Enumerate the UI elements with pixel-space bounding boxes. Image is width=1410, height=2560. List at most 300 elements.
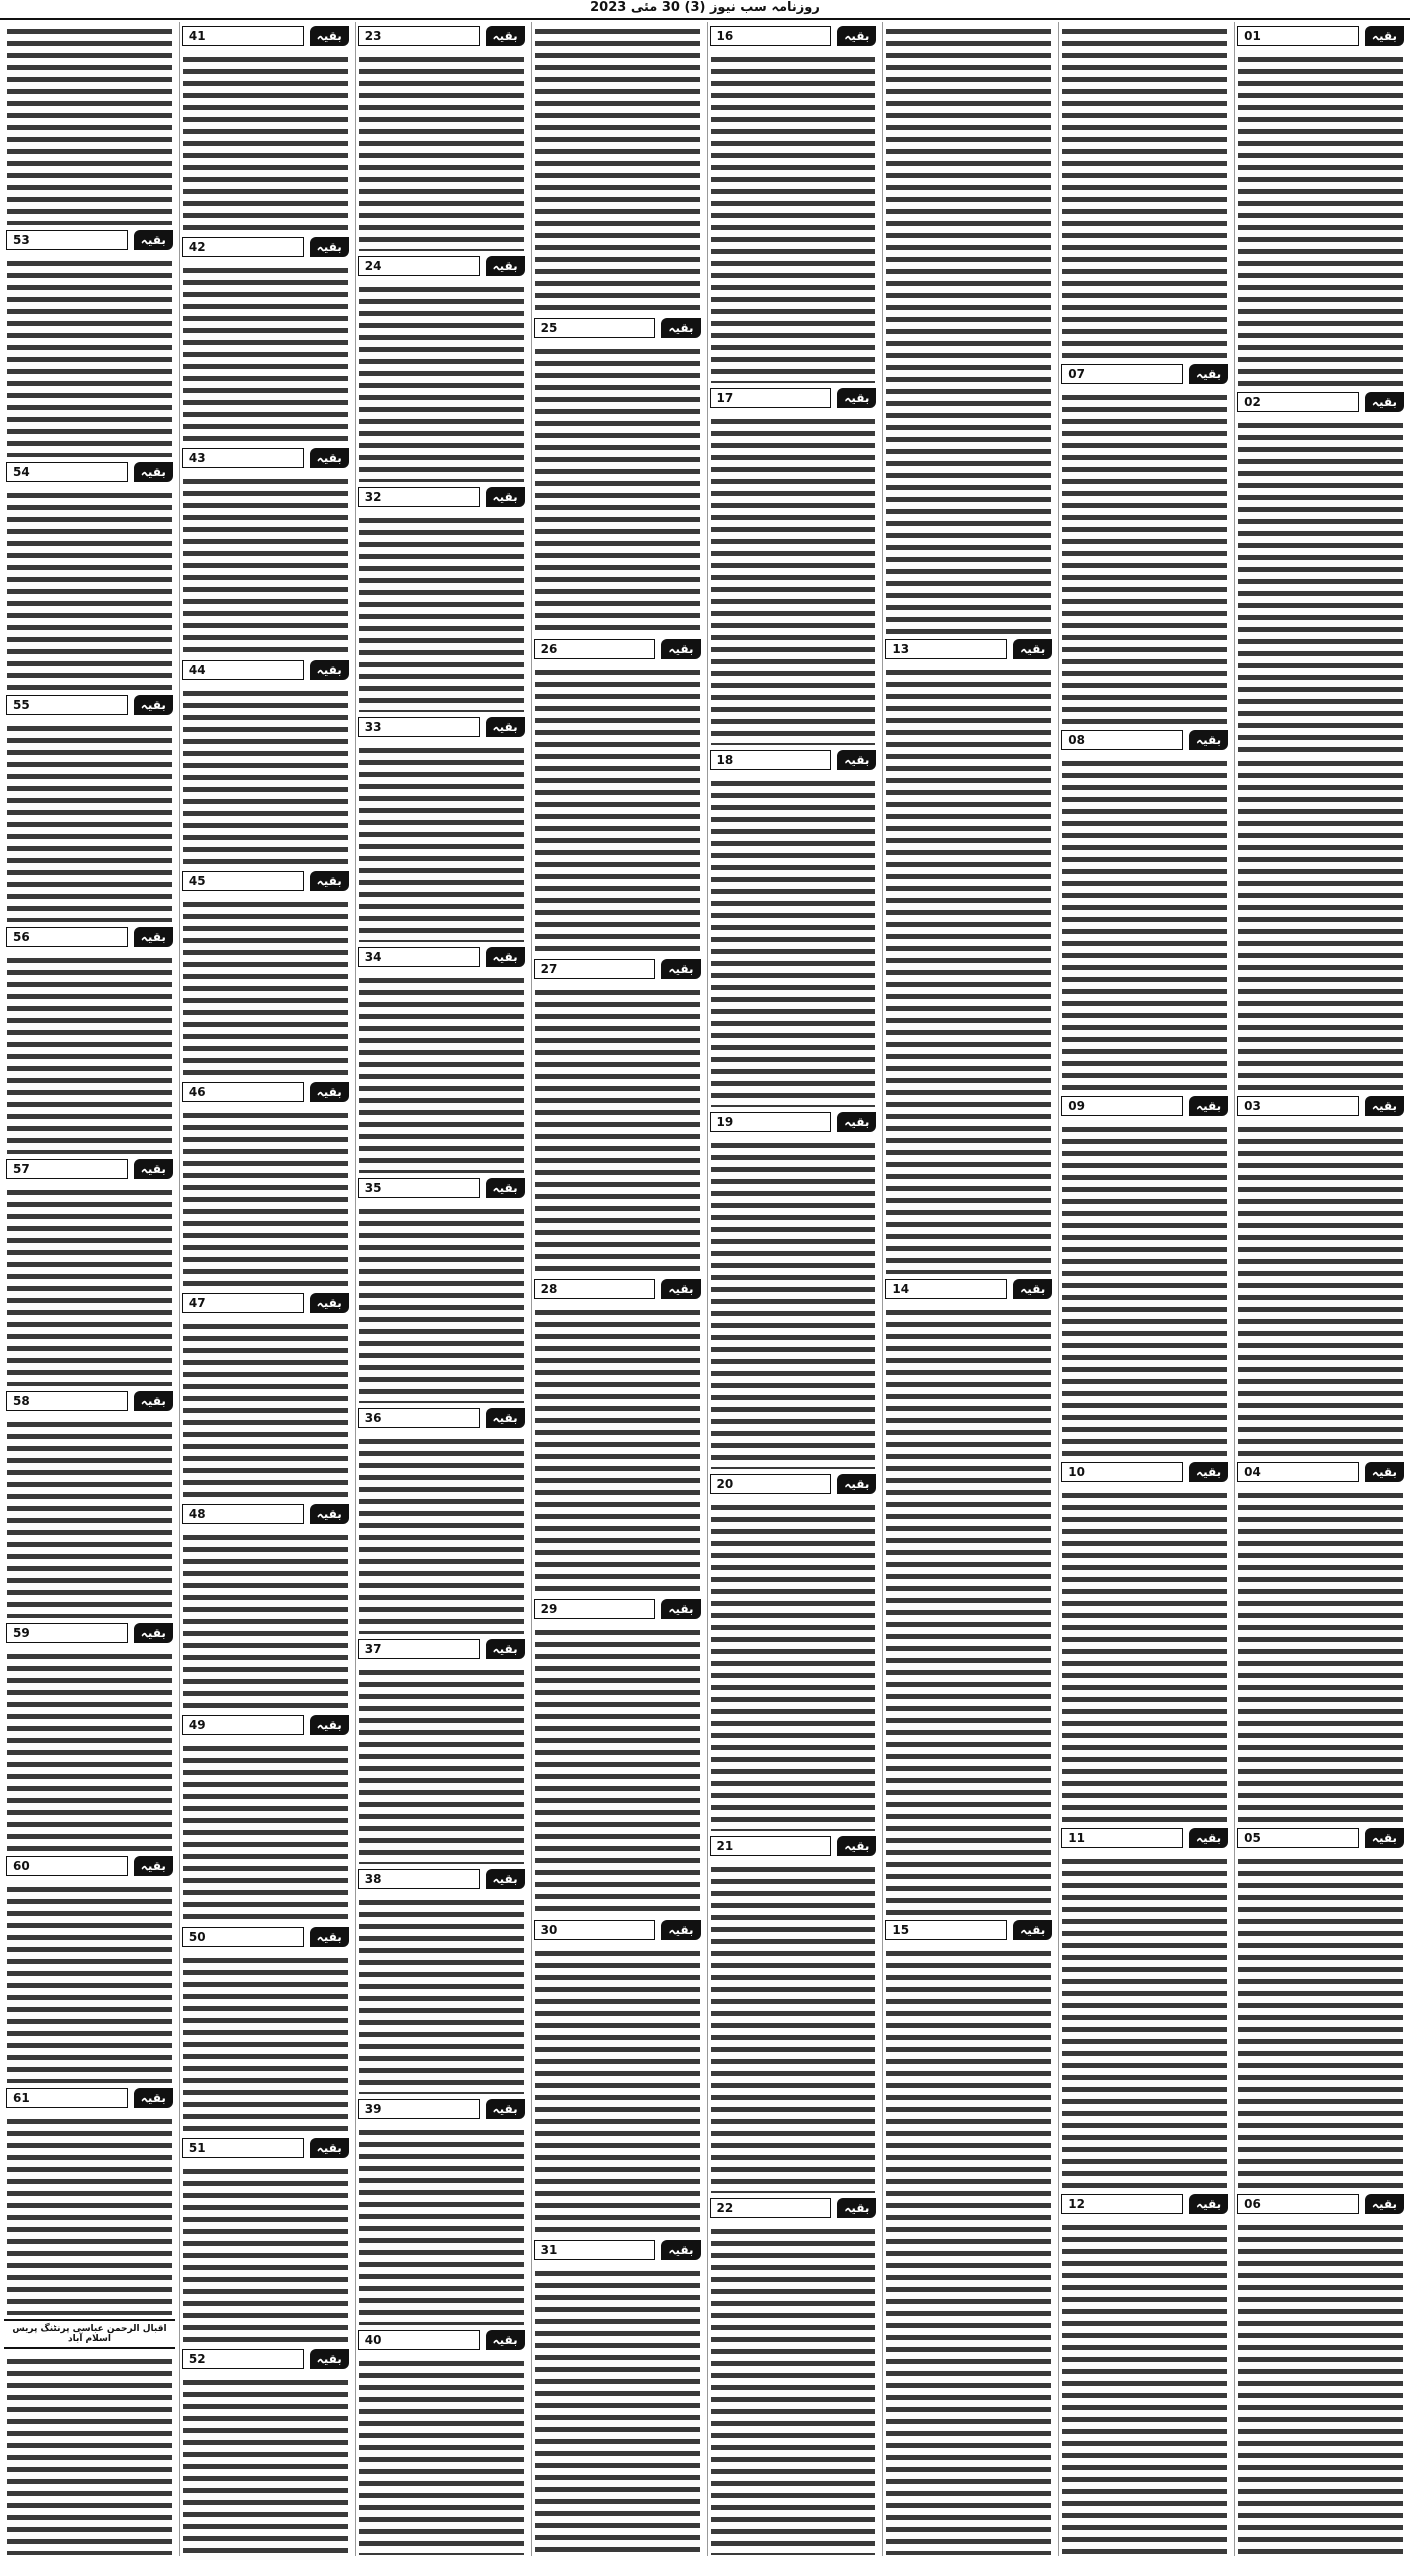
continuation-header: [1237, 1461, 1404, 1483]
continuation-header: [6, 694, 173, 716]
baqia-badge: بقیہ: [1189, 730, 1228, 750]
continuation-block: [4, 2352, 175, 2556]
continuation-header: [182, 659, 349, 681]
continuation-header: [885, 638, 1052, 660]
continuation-block: [356, 2326, 527, 2556]
article-text: [180, 684, 351, 867]
baqia-badge: بقیہ: [1365, 1828, 1404, 1848]
continuation-number: 44: [182, 660, 304, 680]
continuation-block: [4, 1619, 175, 1851]
continuation-block: [1059, 1458, 1230, 1824]
continuation-header: [1237, 25, 1404, 47]
continuation-block: [180, 2134, 351, 2345]
continuation-block: [356, 943, 527, 1173]
continuation-header: [358, 255, 525, 277]
continuation-block: [1235, 22, 1406, 388]
continuation-number: 08: [1061, 730, 1183, 750]
continuation-number: 27: [534, 959, 656, 979]
article-text: [4, 2352, 175, 2556]
baqia-badge: بقیہ: [1189, 1462, 1228, 1482]
continuation-number: 02: [1237, 392, 1359, 412]
baqia-badge: بقیہ: [310, 1504, 349, 1524]
continuation-block: [180, 1289, 351, 1500]
article-text: [708, 2222, 879, 2556]
continuation-block: [883, 1916, 1054, 2557]
continuation-header: [358, 1638, 525, 1660]
baqia-badge: بقیہ: [661, 1599, 700, 1619]
continuation-block: [532, 1275, 703, 1595]
article-text: [4, 1880, 175, 2084]
continuation-header: [182, 1926, 349, 1948]
continuation-number: 19: [710, 1112, 832, 1132]
baqia-badge: بقیہ: [310, 237, 349, 257]
article-text: [532, 22, 703, 314]
article-text: [4, 22, 175, 226]
article-text: [1235, 1120, 1406, 1458]
columns-container: [4, 22, 1406, 2556]
continuation-block: [883, 1275, 1054, 1916]
baqia-badge: بقیہ: [486, 947, 525, 967]
continuation-block: [180, 1711, 351, 1922]
continuation-block: [708, 1832, 879, 2194]
baqia-badge: بقیہ: [310, 871, 349, 891]
article-text: [708, 412, 879, 746]
article-text: [180, 1739, 351, 1922]
continuation-block: [1235, 1824, 1406, 2190]
article-text: [356, 1202, 527, 1404]
column-3: [882, 22, 1054, 2556]
continuation-block: [1235, 2190, 1406, 2556]
continuation-block: [532, 2236, 703, 2556]
continuation-block: [708, 2194, 879, 2556]
continuation-block: [4, 22, 175, 226]
continuation-header: [1237, 391, 1404, 413]
continuation-block: [180, 1923, 351, 2134]
continuation-number: 32: [358, 487, 480, 507]
continuation-block: [4, 923, 175, 1155]
continuation-header: [182, 25, 349, 47]
continuation-number: 33: [358, 717, 480, 737]
continuation-number: 45: [182, 871, 304, 891]
baqia-badge: بقیہ: [661, 1279, 700, 1299]
baqia-badge: بقیہ: [134, 2088, 173, 2108]
continuation-number: 56: [6, 927, 128, 947]
article-text: [1059, 754, 1230, 1092]
continuation-number: 15: [885, 1920, 1007, 1940]
continuation-block: [356, 713, 527, 943]
article-text: [180, 1317, 351, 1500]
article-text: [4, 254, 175, 458]
baqia-badge: بقیہ: [661, 639, 700, 659]
baqia-badge: بقیہ: [486, 26, 525, 46]
continuation-number: 37: [358, 1639, 480, 1659]
continuation-number: 36: [358, 1408, 480, 1428]
continuation-header: [182, 870, 349, 892]
continuation-block: [4, 226, 175, 458]
continuation-header: [1061, 2193, 1228, 2215]
continuation-header: [358, 716, 525, 738]
continuation-number: 01: [1237, 26, 1359, 46]
continuation-header: [358, 946, 525, 968]
article-text: [4, 1415, 175, 1619]
continuation-header: [182, 1503, 349, 1525]
baqia-badge: بقیہ: [1189, 1096, 1228, 1116]
baqia-badge: بقیہ: [310, 1293, 349, 1313]
continuation-header: [710, 1473, 877, 1495]
continuation-number: 18: [710, 750, 832, 770]
continuation-header: [182, 236, 349, 258]
article-text: [1235, 1852, 1406, 2190]
baqia-badge: بقیہ: [310, 26, 349, 46]
article-text: [883, 1303, 1054, 1916]
continuation-header: [710, 1111, 877, 1133]
continuation-header: [6, 926, 173, 948]
article-text: [708, 1498, 879, 1832]
baqia-badge: بقیہ: [310, 1082, 349, 1102]
continuation-header: [6, 229, 173, 251]
continuation-number: 28: [534, 1279, 656, 1299]
continuation-number: 61: [6, 2088, 128, 2108]
continuation-block: [1059, 726, 1230, 1092]
continuation-block: [180, 1500, 351, 1711]
continuation-header: [534, 638, 701, 660]
continuation-header: [534, 2239, 701, 2261]
article-text: [180, 1951, 351, 2134]
baqia-badge: بقیہ: [486, 1869, 525, 1889]
article-text: [1059, 2218, 1230, 2556]
continuation-header: [710, 387, 877, 409]
continuation-header: [534, 1919, 701, 1941]
continuation-block: [1235, 1092, 1406, 1458]
continuation-block: [883, 635, 1054, 1276]
continuation-header: [6, 2087, 173, 2109]
article-text: [708, 774, 879, 1108]
continuation-header: [358, 1407, 525, 1429]
baqia-badge: بقیہ: [837, 750, 876, 770]
continuation-block: [532, 22, 703, 314]
continuation-header: [885, 1278, 1052, 1300]
article-text: [532, 2264, 703, 2556]
article-text: [1059, 1852, 1230, 2190]
continuation-number: 05: [1237, 1828, 1359, 1848]
baqia-badge: بقیہ: [837, 1112, 876, 1132]
baqia-badge: بقیہ: [486, 1639, 525, 1659]
continuation-number: 40: [358, 2330, 480, 2350]
continuation-header: [1237, 1827, 1404, 1849]
continuation-number: 55: [6, 695, 128, 715]
continuation-block: [708, 746, 879, 1108]
article-text: [4, 951, 175, 1155]
article-text: [708, 1860, 879, 2194]
baqia-badge: بقیہ: [310, 1927, 349, 1947]
article-text: [1059, 22, 1230, 360]
continuation-number: 09: [1061, 1096, 1183, 1116]
article-text: [4, 1647, 175, 1851]
continuation-header: [182, 1081, 349, 1103]
baqia-badge: بقیہ: [134, 1159, 173, 1179]
article-text: [4, 2112, 175, 2316]
article-text: [883, 22, 1054, 635]
continuation-block: [532, 314, 703, 634]
continuation-block: [1059, 2190, 1230, 2556]
continuation-header: [534, 317, 701, 339]
continuation-block: [4, 2084, 175, 2316]
continuation-number: 58: [6, 1391, 128, 1411]
continuation-block: [356, 22, 527, 252]
continuation-header: [1237, 1095, 1404, 1117]
baqia-badge: بقیہ: [134, 1391, 173, 1411]
continuation-number: 43: [182, 448, 304, 468]
continuation-header: [358, 1177, 525, 1199]
continuation-block: [1059, 360, 1230, 726]
continuation-number: 07: [1061, 364, 1183, 384]
continuation-number: 12: [1061, 2194, 1183, 2214]
column-6: [355, 22, 527, 2556]
continuation-block: [708, 1470, 879, 1832]
continuation-block: [532, 955, 703, 1275]
continuation-number: 16: [710, 26, 832, 46]
column-2: [1058, 22, 1230, 2556]
article-text: [180, 1528, 351, 1711]
article-text: [532, 983, 703, 1275]
article-text: [356, 511, 527, 713]
article-text: [180, 895, 351, 1078]
continuation-header: [358, 2098, 525, 2120]
article-text: [532, 1944, 703, 2236]
continuation-number: 06: [1237, 2194, 1359, 2214]
baqia-badge: بقیہ: [1189, 1828, 1228, 1848]
continuation-number: 11: [1061, 1828, 1183, 1848]
continuation-header: [710, 1835, 877, 1857]
continuation-header: [1061, 1461, 1228, 1483]
article-text: [708, 50, 879, 384]
baqia-badge: بقیہ: [486, 1178, 525, 1198]
continuation-block: [356, 1404, 527, 1634]
article-text: [180, 50, 351, 233]
continuation-header: [358, 2329, 525, 2351]
baqia-badge: بقیہ: [310, 448, 349, 468]
continuation-header: [6, 1390, 173, 1412]
continuation-header: [6, 1158, 173, 1180]
baqia-badge: بقیہ: [310, 2138, 349, 2158]
article-text: [532, 342, 703, 634]
continuation-number: 60: [6, 1856, 128, 1876]
continuation-header: [1061, 729, 1228, 751]
continuation-block: [4, 1387, 175, 1619]
continuation-block: [1235, 388, 1406, 754]
article-text: [1235, 1486, 1406, 1824]
article-text: [1235, 416, 1406, 754]
masthead-title: روزنامہ سب نیوز (3) 30 مئی 2023: [0, 0, 1410, 20]
continuation-block: [180, 1078, 351, 1289]
continuation-header: [6, 1855, 173, 1877]
continuation-number: 03: [1237, 1096, 1359, 1116]
continuation-header: [6, 1622, 173, 1644]
continuation-block: [180, 444, 351, 655]
continuation-number: 22: [710, 2198, 832, 2218]
baqia-badge: بقیہ: [837, 1474, 876, 1494]
article-text: [1235, 754, 1406, 1092]
continuation-block: [4, 691, 175, 923]
baqia-badge: بقیہ: [134, 1856, 173, 1876]
continuation-number: 10: [1061, 1462, 1183, 1482]
continuation-header: [182, 1292, 349, 1314]
continuation-block: [180, 867, 351, 1078]
continuation-block: [356, 2095, 527, 2325]
continuation-block: [4, 1155, 175, 1387]
continuation-number: 23: [358, 26, 480, 46]
continuation-block: [356, 1174, 527, 1404]
continuation-header: [182, 2348, 349, 2370]
continuation-block: [1059, 1824, 1230, 2190]
continuation-number: 54: [6, 462, 128, 482]
baqia-badge: بقیہ: [134, 462, 173, 482]
baqia-badge: بقیہ: [661, 318, 700, 338]
continuation-header: [1061, 1827, 1228, 1849]
article-text: [1059, 1486, 1230, 1824]
baqia-badge: بقیہ: [661, 1920, 700, 1940]
article-text: [180, 472, 351, 655]
baqia-badge: بقیہ: [1365, 2194, 1404, 2214]
continuation-header: [710, 25, 877, 47]
article-text: [4, 1183, 175, 1387]
continuation-number: 24: [358, 256, 480, 276]
article-text: [180, 1106, 351, 1289]
article-text: [532, 1303, 703, 1595]
baqia-badge: بقیہ: [837, 2198, 876, 2218]
baqia-badge: بقیہ: [661, 2240, 700, 2260]
article-text: [4, 719, 175, 923]
continuation-number: 31: [534, 2240, 656, 2260]
continuation-header: [710, 749, 877, 771]
article-text: [356, 1663, 527, 1865]
continuation-block: [708, 1108, 879, 1470]
baqia-badge: بقیہ: [310, 660, 349, 680]
article-text: [356, 971, 527, 1173]
column-7: [179, 22, 351, 2556]
article-text: [180, 2162, 351, 2345]
article-text: [1059, 1120, 1230, 1458]
continuation-header: [182, 447, 349, 469]
continuation-header: [710, 2197, 877, 2219]
baqia-badge: بقیہ: [310, 1715, 349, 1735]
baqia-badge: بقیہ: [661, 959, 700, 979]
baqia-badge: بقیہ: [310, 2349, 349, 2369]
continuation-number: 26: [534, 639, 656, 659]
continuation-header: [1237, 2193, 1404, 2215]
continuation-block: [708, 384, 879, 746]
continuation-block: [883, 22, 1054, 635]
continuation-number: 38: [358, 1869, 480, 1889]
continuation-header: [1061, 1095, 1228, 1117]
article-text: [1235, 50, 1406, 388]
continuation-number: 51: [182, 2138, 304, 2158]
baqia-badge: بقیہ: [1189, 364, 1228, 384]
column-8: [4, 22, 175, 2556]
continuation-number: 14: [885, 1279, 1007, 1299]
article-text: [356, 280, 527, 482]
article-text: [180, 2373, 351, 2556]
article-text: [532, 1623, 703, 1915]
baqia-badge: بقیہ: [837, 26, 876, 46]
article-text: [883, 1944, 1054, 2557]
continuation-number: 42: [182, 237, 304, 257]
continuation-block: [356, 252, 527, 482]
continuation-header: [6, 461, 173, 483]
baqia-badge: بقیہ: [134, 695, 173, 715]
continuation-header: [534, 958, 701, 980]
baqia-badge: بقیہ: [486, 256, 525, 276]
baqia-badge: بقیہ: [1365, 1462, 1404, 1482]
continuation-number: 50: [182, 1927, 304, 1947]
continuation-block: [1059, 22, 1230, 360]
article-text: [1235, 2218, 1406, 2556]
continuation-header: [1061, 363, 1228, 385]
continuation-block: [1059, 1092, 1230, 1458]
continuation-block: [356, 483, 527, 713]
printer-credit: اقبال الرحمن عباسی پرنٹنگ پریس اسلام آباد: [4, 2319, 175, 2349]
column-5: [531, 22, 703, 2556]
baqia-badge: بقیہ: [837, 388, 876, 408]
baqia-badge: بقیہ: [1365, 392, 1404, 412]
article-text: [532, 663, 703, 955]
article-text: [356, 741, 527, 943]
article-text: [356, 1893, 527, 2095]
continuation-number: 35: [358, 1178, 480, 1198]
baqia-badge: بقیہ: [1013, 639, 1052, 659]
continuation-header: [358, 486, 525, 508]
continuation-block: [356, 1865, 527, 2095]
article-text: [356, 1432, 527, 1634]
continuation-block: [4, 1852, 175, 2084]
baqia-badge: بقیہ: [1013, 1279, 1052, 1299]
continuation-block: [180, 656, 351, 867]
continuation-block: [4, 458, 175, 690]
continuation-header: [182, 2137, 349, 2159]
baqia-badge: بقیہ: [134, 927, 173, 947]
article-text: [180, 261, 351, 444]
article-text: [4, 486, 175, 690]
column-1: [1234, 22, 1406, 2556]
continuation-block: [1235, 1458, 1406, 1824]
continuation-number: 39: [358, 2099, 480, 2119]
continuation-number: 52: [182, 2349, 304, 2369]
continuation-number: 41: [182, 26, 304, 46]
baqia-badge: بقیہ: [486, 2330, 525, 2350]
continuation-number: 25: [534, 318, 656, 338]
continuation-number: 13: [885, 639, 1007, 659]
continuation-header: [885, 1919, 1052, 1941]
baqia-badge: بقیہ: [486, 2099, 525, 2119]
continuation-number: 53: [6, 230, 128, 250]
baqia-badge: بقیہ: [486, 717, 525, 737]
continuation-block: [532, 1595, 703, 1915]
continuation-header: [358, 25, 525, 47]
continuation-number: 57: [6, 1159, 128, 1179]
article-text: [883, 663, 1054, 1276]
baqia-badge: بقیہ: [1189, 2194, 1228, 2214]
continuation-number: 17: [710, 388, 832, 408]
continuation-number: 34: [358, 947, 480, 967]
continuation-number: 29: [534, 1599, 656, 1619]
continuation-number: 47: [182, 1293, 304, 1313]
continuation-number: 46: [182, 1082, 304, 1102]
continuation-block: [532, 1916, 703, 2236]
article-text: [1059, 388, 1230, 726]
continuation-number: 49: [182, 1715, 304, 1735]
baqia-badge: بقیہ: [486, 1408, 525, 1428]
continuation-header: [182, 1714, 349, 1736]
